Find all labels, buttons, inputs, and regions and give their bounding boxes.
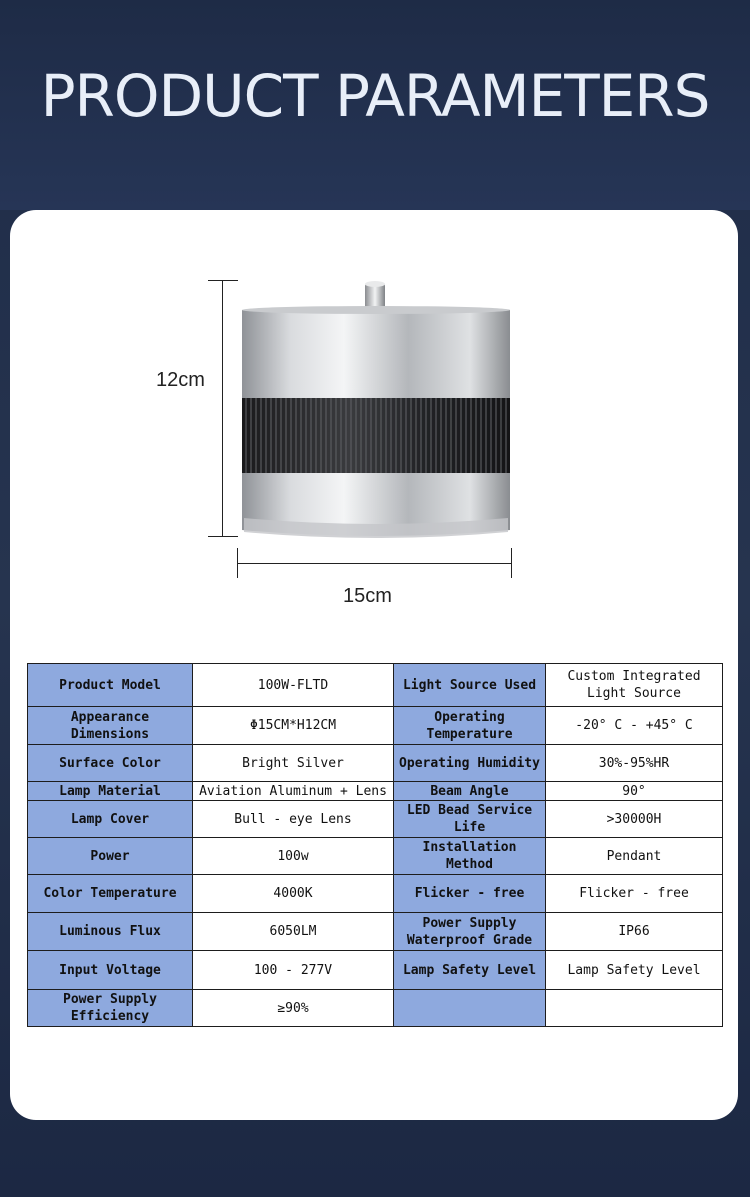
param-value: IP66 <box>546 913 723 951</box>
table-row <box>28 664 723 707</box>
width-dimension-line <box>237 563 511 564</box>
table-row <box>28 951 723 990</box>
table-row <box>28 745 723 782</box>
param-label: Power Supply Waterproof Grade <box>394 913 546 951</box>
param-value: >30000H <box>546 801 723 838</box>
width-dimension-label: 15cm <box>343 585 392 607</box>
param-label: Lamp Material <box>28 782 193 801</box>
table-row <box>28 875 723 913</box>
table-row <box>28 801 723 838</box>
width-dimension-cap-right <box>511 548 512 578</box>
param-value: 100w <box>193 838 394 875</box>
param-value: 100W-FLTD <box>193 664 394 707</box>
height-dimension-cap-bottom <box>208 536 238 537</box>
height-dimension-label: 12cm <box>156 369 205 391</box>
param-label: Input Voltage <box>28 951 193 990</box>
param-label: Power <box>28 838 193 875</box>
param-value: Φ15CM*H12CM <box>193 707 394 745</box>
param-value <box>546 990 723 1027</box>
param-label: Surface Color <box>28 745 193 782</box>
param-label: Operating Temperature <box>394 707 546 745</box>
param-label: Appearance Dimensions <box>28 707 193 745</box>
param-label: Beam Angle <box>394 782 546 801</box>
table-row <box>28 913 723 951</box>
param-label: Color Temperature <box>28 875 193 913</box>
height-dimension-line <box>222 280 223 537</box>
param-label: Luminous Flux <box>28 913 193 951</box>
param-value: -20° C - +45° C <box>546 707 723 745</box>
param-value: 100 - 277V <box>193 951 394 990</box>
param-value: 6050LM <box>193 913 394 951</box>
param-value: Bull - eye Lens <box>193 801 394 838</box>
param-value: Custom Integrated Light Source <box>546 664 723 707</box>
table-row <box>28 707 723 745</box>
table-row <box>28 990 723 1027</box>
param-value: 4000K <box>193 875 394 913</box>
width-dimension-cap-left <box>237 548 238 578</box>
param-label: LED Bead Service Life <box>394 801 546 838</box>
param-label: Flicker - free <box>394 875 546 913</box>
height-dimension-cap-top <box>208 280 238 281</box>
param-value: Flicker - free <box>546 875 723 913</box>
param-label: Operating Humidity <box>394 745 546 782</box>
param-label: Lamp Cover <box>28 801 193 838</box>
param-label: Product Model <box>28 664 193 707</box>
param-label: Installation Method <box>394 838 546 875</box>
param-value: Lamp Safety Level <box>546 951 723 990</box>
param-value: Aviation Aluminum + Lens <box>193 782 394 801</box>
param-label: Power Supply Efficiency <box>28 990 193 1027</box>
param-value: 90° <box>546 782 723 801</box>
param-value: ≥90% <box>193 990 394 1027</box>
parameters-table <box>27 663 723 1027</box>
lamp-product-image <box>240 280 512 545</box>
param-label <box>394 990 546 1027</box>
table-row <box>28 782 723 801</box>
param-label: Lamp Safety Level <box>394 951 546 990</box>
param-value: 30%-95%HR <box>546 745 723 782</box>
page-title: PRODUCT PARAMETERS <box>40 62 710 130</box>
param-value: Bright Silver <box>193 745 394 782</box>
param-value: Pendant <box>546 838 723 875</box>
table-row <box>28 838 723 875</box>
param-label: Light Source Used <box>394 664 546 707</box>
